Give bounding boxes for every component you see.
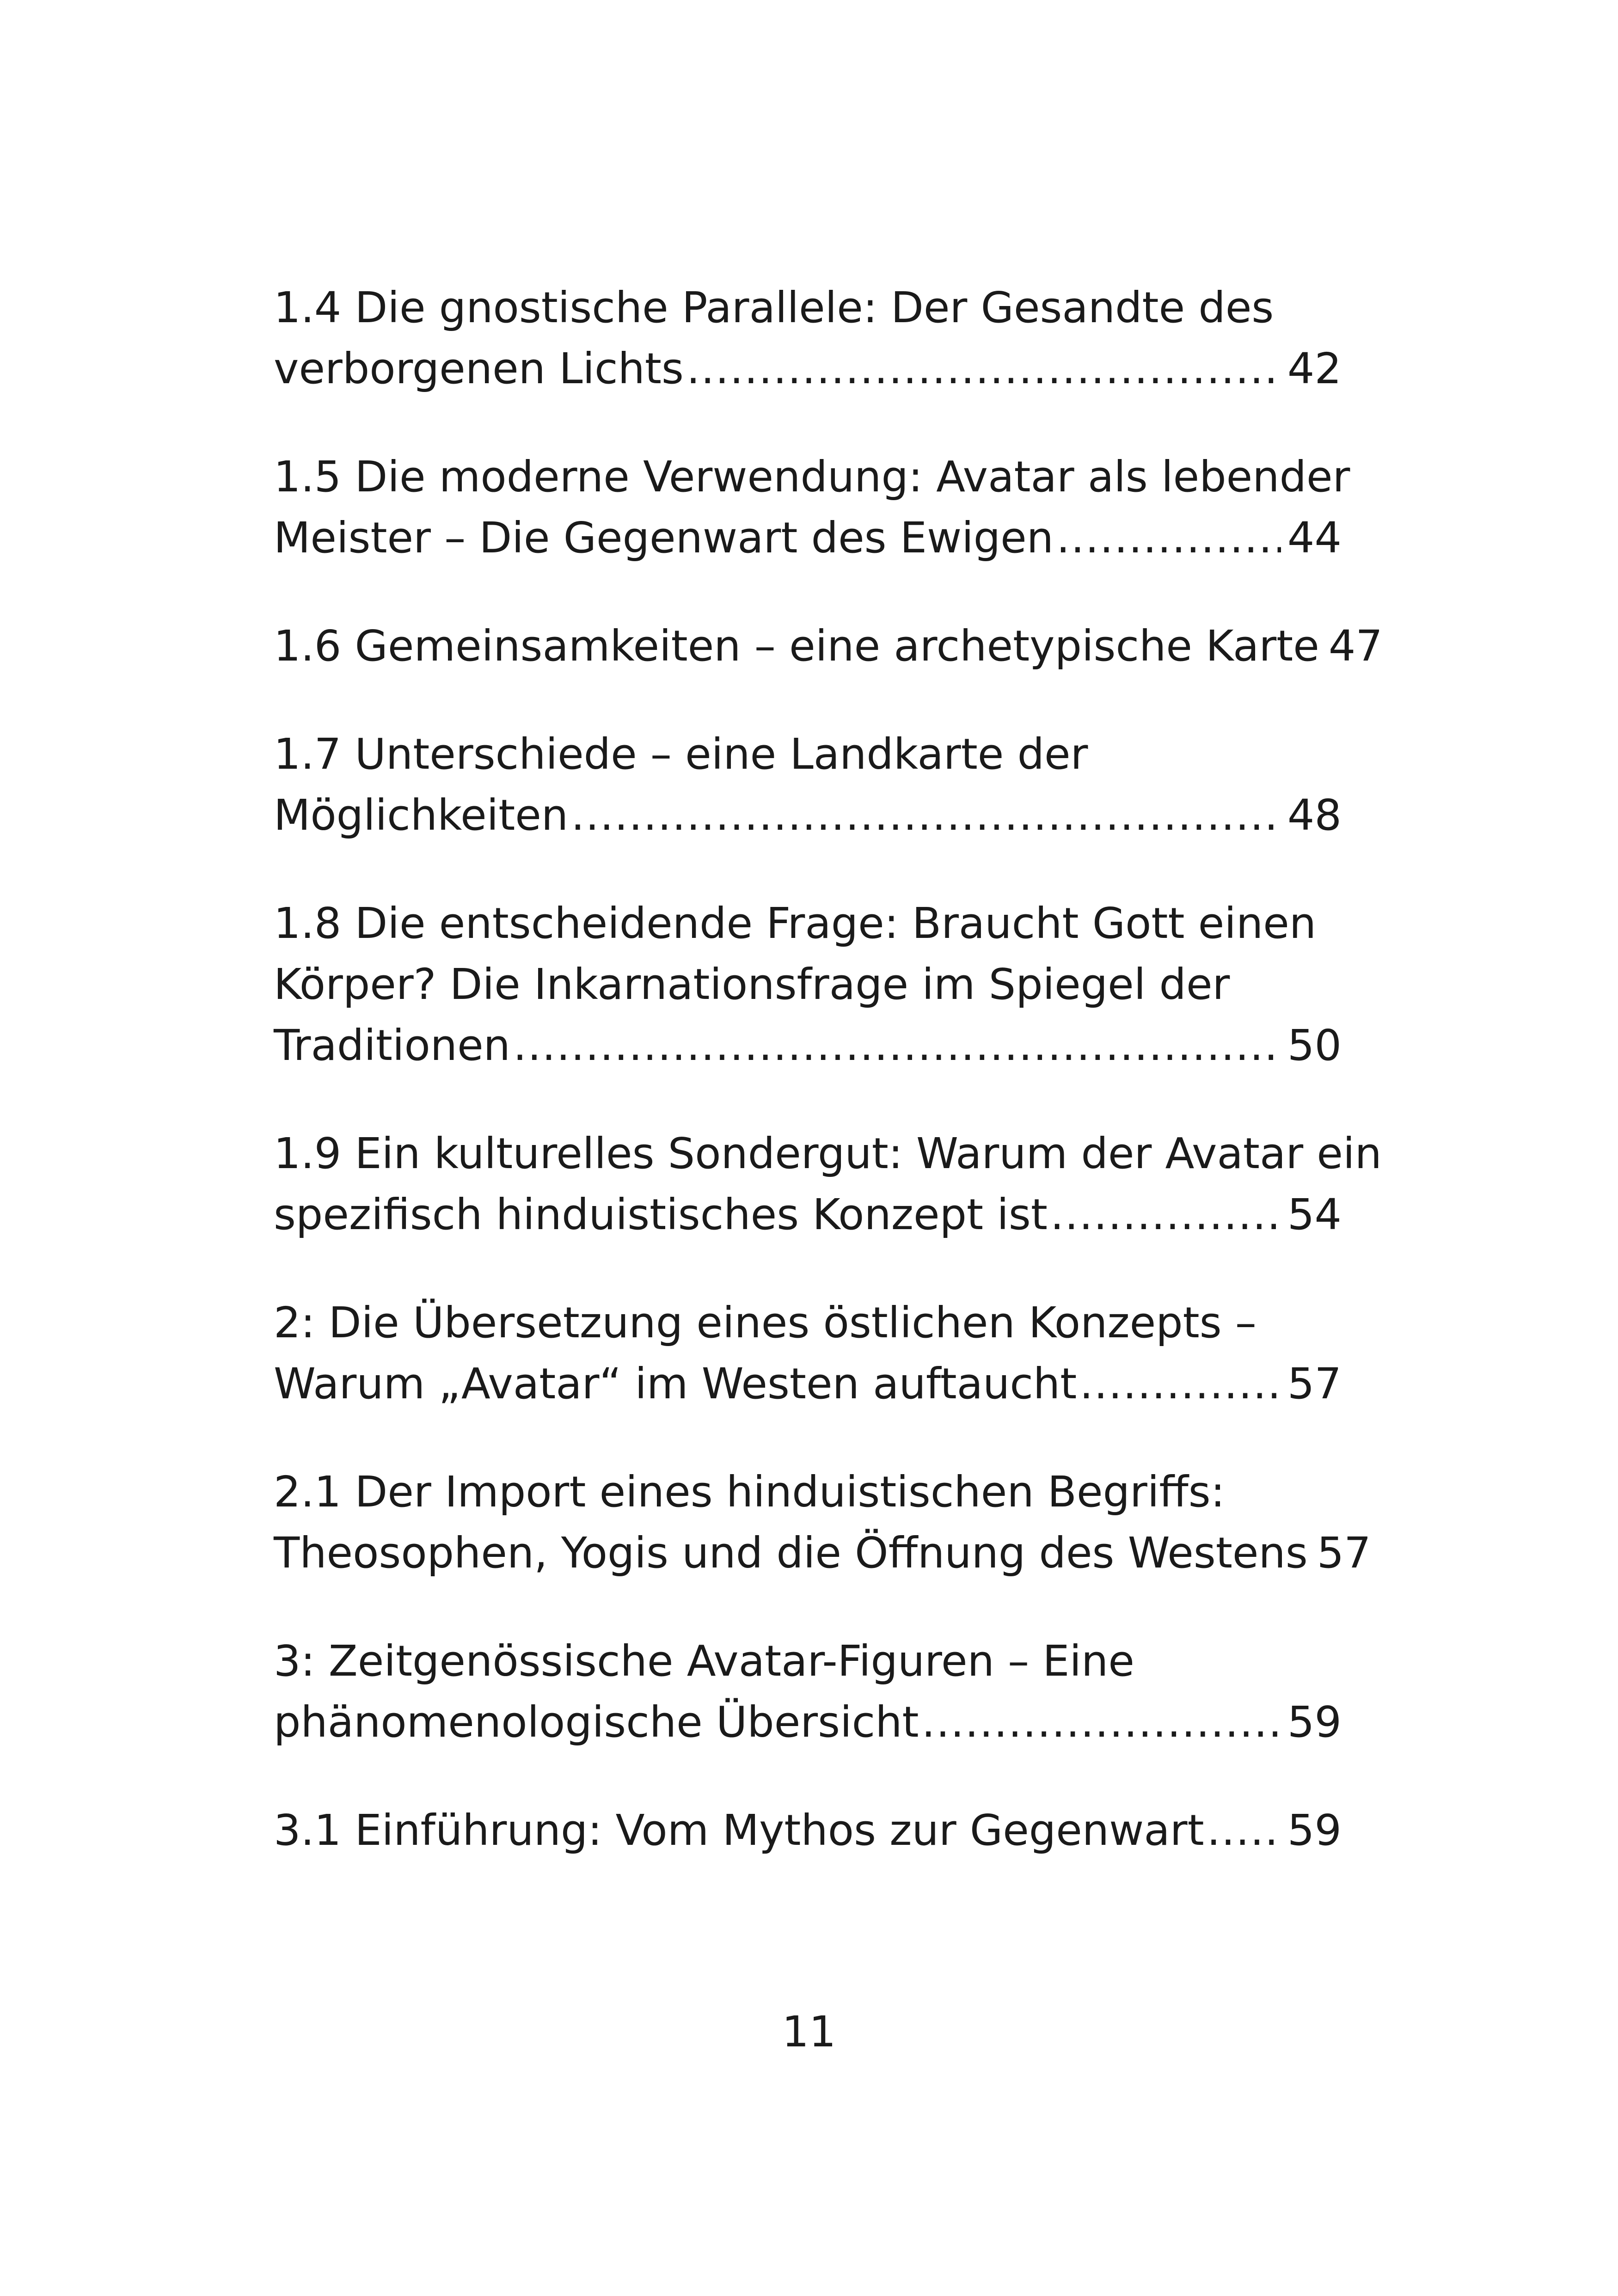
toc-entry-title-line: Traditionen: [274, 1021, 510, 1070]
toc-entry-title-line: verborgenen Lichts: [274, 344, 684, 393]
toc-entry-title-line: Theosophen, Yogis und die Öffnung des Westens: [274, 1528, 1308, 1578]
toc-page-number: 59: [1287, 1697, 1342, 1747]
toc-entry[interactable]: [274, 1631, 1342, 1753]
toc-entry-last-line: [274, 1353, 1342, 1414]
toc-entry-last-line: [274, 1015, 1342, 1076]
toc-entry[interactable]: [274, 1800, 1342, 1861]
toc-entry[interactable]: [274, 1292, 1342, 1414]
toc-entry-title-line: 1.9 Ein kulturelles Sondergut: Warum der Avatar ein: [274, 1129, 1382, 1178]
toc-entry-last-line: [274, 785, 1342, 846]
toc-entry-last-line: [274, 616, 1383, 677]
dot-leader: [513, 1015, 1281, 1076]
toc-entry-title-line: 1.5 Die moderne Verwendung: Avatar als lebender: [274, 452, 1350, 502]
toc-entry-title-line: 2: Die Übersetzung eines östlichen Konzepts –: [274, 1298, 1256, 1347]
toc-entry-last-line: [274, 508, 1342, 569]
toc-entry-title-line: 3.1 Einführung: Vom Mythos zur Gegenwart: [274, 1806, 1204, 1855]
table-of-contents: [274, 277, 1383, 1908]
dot-leader: [1050, 1184, 1281, 1245]
toc-entry-title-line: 1.6 Gemeinsamkeiten – eine archetypische Karte: [274, 621, 1319, 671]
toc-entry-last-line: [274, 1184, 1342, 1245]
toc-entry-last-line: [274, 1523, 1371, 1584]
toc-entry[interactable]: [274, 277, 1342, 399]
toc-entry-title-line: Warum „Avatar“ im Westen auftaucht: [274, 1359, 1077, 1408]
dot-leader: [1056, 508, 1281, 569]
toc-page-number: 50: [1287, 1021, 1342, 1070]
dot-leader: [686, 338, 1281, 399]
toc-page-number: 47: [1328, 621, 1383, 671]
toc-entry-title-line: 1.4 Die gnostische Parallele: Der Gesandte des: [274, 283, 1274, 332]
toc-entry-last-line: [274, 1800, 1342, 1861]
toc-entry[interactable]: [274, 447, 1350, 569]
toc-page-number: 59: [1287, 1806, 1342, 1855]
toc-entry[interactable]: [274, 1123, 1382, 1245]
toc-entry-last-line: [274, 1692, 1342, 1753]
toc-page-number: 54: [1287, 1190, 1342, 1239]
toc-entry-title-line: 1.7 Unterschiede – eine Landkarte der: [274, 729, 1088, 779]
toc-entry-title-line: Meister – Die Gegenwart des Ewigen: [274, 513, 1054, 563]
toc-entry-title-line: spezifisch hinduistisches Konzept ist: [274, 1190, 1048, 1239]
dot-leader: [1079, 1353, 1281, 1414]
toc-entry-title-line: 2.1 Der Import eines hinduistischen Begriffs:: [274, 1467, 1225, 1517]
toc-entry-title-line: Körper? Die Inkarnationsfrage im Spiegel der: [274, 960, 1230, 1009]
page-number: 11: [782, 2007, 836, 2057]
toc-page-number: 57: [1287, 1359, 1342, 1408]
toc-entry[interactable]: [274, 1462, 1371, 1584]
toc-page-number: 42: [1287, 344, 1342, 393]
toc-entry-title-line: Möglichkeiten: [274, 790, 569, 840]
dot-leader: [1207, 1800, 1281, 1861]
toc-page-number: 57: [1317, 1528, 1371, 1578]
toc-entry[interactable]: [274, 893, 1342, 1076]
toc-entry-title-line: 3: Zeitgenössische Avatar-Figuren – Eine: [274, 1636, 1134, 1686]
toc-entry[interactable]: [274, 724, 1342, 846]
toc-entry-title-line: 1.8 Die entscheidende Frage: Braucht Gott einen: [274, 899, 1317, 948]
toc-entry-title-line: phänomenologische Übersicht: [274, 1697, 919, 1747]
toc-entry[interactable]: [274, 616, 1383, 677]
dot-leader: [571, 785, 1281, 846]
toc-page-number: 48: [1287, 790, 1342, 840]
dot-leader: [922, 1692, 1281, 1753]
toc-entry-last-line: [274, 338, 1342, 399]
toc-page-number: 44: [1287, 513, 1342, 563]
